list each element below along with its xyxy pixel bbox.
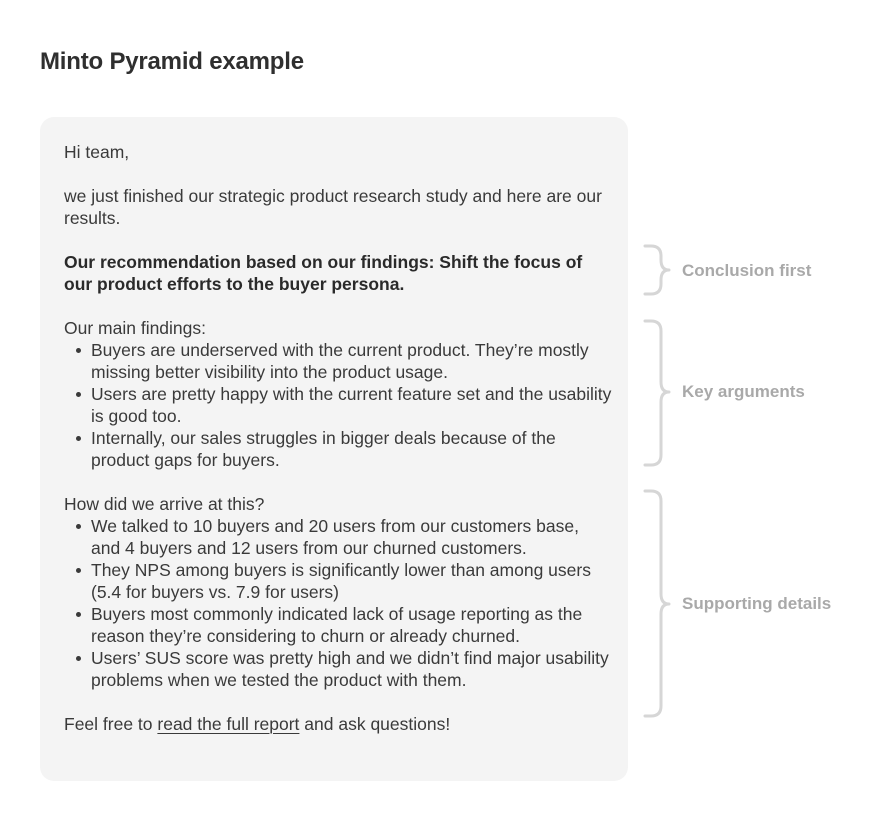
method-heading: How did we arrive at this? [64, 494, 265, 514]
method-list-item: They NPS among buyers is significantly lower than among users (5.4 for buyers vs. 7.9 for users) [64, 559, 612, 603]
method-list-item: Users’ SUS score was pretty high and we didn’t find major usability problems when we tested the product with them. [64, 647, 612, 691]
method-list [64, 515, 612, 691]
arguments-bracket [645, 321, 669, 465]
email-conclusion: Our recommendation based on our findings: Shift the focus of our product efforts to the buyer persona. [64, 252, 583, 294]
method-list-item: Buyers most commonly indicated lack of usage reporting as the reason they’re considering to churn or already churned. [64, 603, 612, 647]
arguments-annotation: Key arguments [682, 382, 805, 401]
email-card [40, 117, 628, 781]
details-bracket [645, 491, 669, 716]
findings-list [64, 339, 612, 471]
email-greeting: Hi team, [64, 142, 130, 162]
method-list-item: We talked to 10 buyers and 20 users from our customers base, and 4 buyers and 12 users from our churned customers. [64, 515, 612, 559]
findings-list-item: Buyers are underserved with the current product. They’re mostly missing better visibility into the product usage. [64, 339, 612, 383]
page-title: Minto Pyramid example [40, 48, 304, 75]
findings-list-item: Internally, our sales struggles in bigger deals because of the product gaps for buyers. [64, 427, 612, 471]
conclusion-bracket [645, 246, 669, 294]
full-report-link[interactable]: read the full report [157, 714, 300, 734]
email-body [64, 141, 612, 735]
details-annotation: Supporting details [682, 594, 832, 613]
closing-text-after: and ask questions! [299, 714, 451, 734]
email-intro: we just finished our strategic product research study and here are our results. [64, 186, 602, 228]
email-closing [64, 713, 612, 735]
closing-text-before: Feel free to [64, 714, 158, 734]
findings-heading: Our main findings: [64, 318, 207, 338]
conclusion-annotation: Conclusion first [682, 261, 812, 280]
findings-list-item: Users are pretty happy with the current feature set and the usability is good too. [64, 383, 612, 427]
